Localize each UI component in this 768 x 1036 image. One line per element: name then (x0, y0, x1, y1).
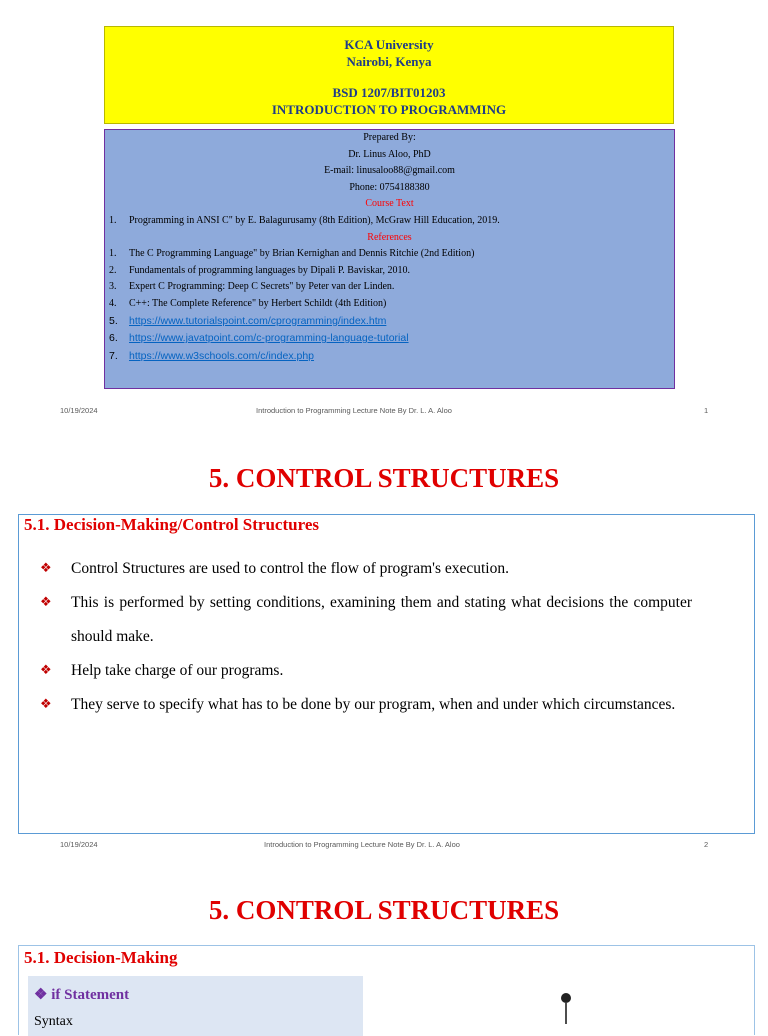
course-title: INTRODUCTION TO PROGRAMMING (271, 102, 507, 117)
diamond-bullet-icon: ❖ (40, 561, 52, 576)
if-statement-heading: ❖ if Statement (34, 987, 130, 1003)
list-item: ❖ Help take charge of our programs. (40, 654, 692, 688)
author-name: Dr. Linus Aloo, PhD (348, 148, 431, 160)
course-text-list (105, 213, 674, 230)
footer-date: 10/19/2024 (60, 840, 98, 849)
list-item: 1. The C Programming Language" by Brian Kernighan and Dennis Ritchie (2nd Edition) (109, 248, 475, 260)
prepared-by-label: Prepared By: (363, 132, 416, 143)
list-item: 5. https://www.tutorialspoint.com/cprogramming/index.htm (109, 314, 387, 327)
slide-title: 5. CONTROL STRUCTURES (208, 463, 560, 493)
diamond-bullet-icon: ❖ (40, 697, 52, 712)
footer-note: Introduction to Programming Lecture Note By Dr. L. A. Aloo (264, 840, 460, 849)
references-heading: References (367, 231, 412, 243)
footer-page-number: 1 (704, 406, 709, 415)
list-item: 1. Programming in ANSI C" by E. Balagurusamy (8th Edition), McGraw Hill Education, 2019. (109, 214, 500, 226)
course-info-box (104, 129, 675, 389)
list-item: 4. C++: The Complete Reference" by Herbert Schildt (4th Edition) (109, 297, 387, 309)
footer-note: Introduction to Programming Lecture Note By Dr. L. A. Aloo (256, 406, 452, 415)
list-item: 6. https://www.javatpoint.com/c-programming-language-tutorial (109, 332, 409, 345)
section-heading: 5.1. Decision-Making/Control Structures (24, 515, 319, 534)
list-item: 2. Fundamentals of programming languages by Dipali P. Baviskar, 2010. (109, 264, 410, 276)
reference-link-w3schools[interactable]: https://www.w3schools.com/c/index.php (129, 349, 315, 362)
university-location: Nairobi, Kenya (346, 54, 432, 69)
section-heading: 5.1. Decision-Making (24, 948, 178, 967)
course-header-box (104, 26, 674, 124)
list-item: ❖ This is performed by setting conditions, examining them and stating what decisions the computer should make. (40, 586, 692, 654)
reference-link-tutorialspoint[interactable]: https://www.tutorialspoint.com/cprogramming/index.htm (129, 314, 387, 327)
flowchart-start-node-icon (555, 988, 577, 1024)
list-item: ❖ They serve to specify what has to be done by our program, when and under which circumstances. (40, 688, 692, 722)
diamond-bullet-icon: ❖ (40, 663, 52, 678)
bullet-list (40, 552, 692, 722)
list-item: 7. https://www.w3schools.com/c/index.php (109, 349, 315, 362)
author-phone: Phone: 0754188380 (349, 181, 430, 193)
footer-date: 10/19/2024 (60, 406, 98, 415)
course-code: BSD 1207/BIT01203 (332, 85, 446, 100)
slide-title: 5. CONTROL STRUCTURES (208, 895, 560, 925)
list-item: ❖ Control Structures are used to control the flow of program's execution. (40, 552, 692, 586)
syntax-label: Syntax (34, 1014, 73, 1029)
references-list (105, 246, 674, 365)
list-item: 3. Expert C Programming: Deep C Secrets" by Peter van der Linden. (109, 281, 395, 293)
reference-link-javatpoint[interactable]: https://www.javatpoint.com/c-programming-language-tutorial (129, 332, 409, 345)
author-email: E-mail: linusaloo88@gmail.com (324, 165, 455, 177)
diamond-bullet-icon: ❖ (40, 595, 52, 610)
university-name: KCA University (344, 37, 434, 52)
course-text-heading: Course Text (365, 198, 414, 210)
footer-page-number: 2 (704, 840, 709, 849)
